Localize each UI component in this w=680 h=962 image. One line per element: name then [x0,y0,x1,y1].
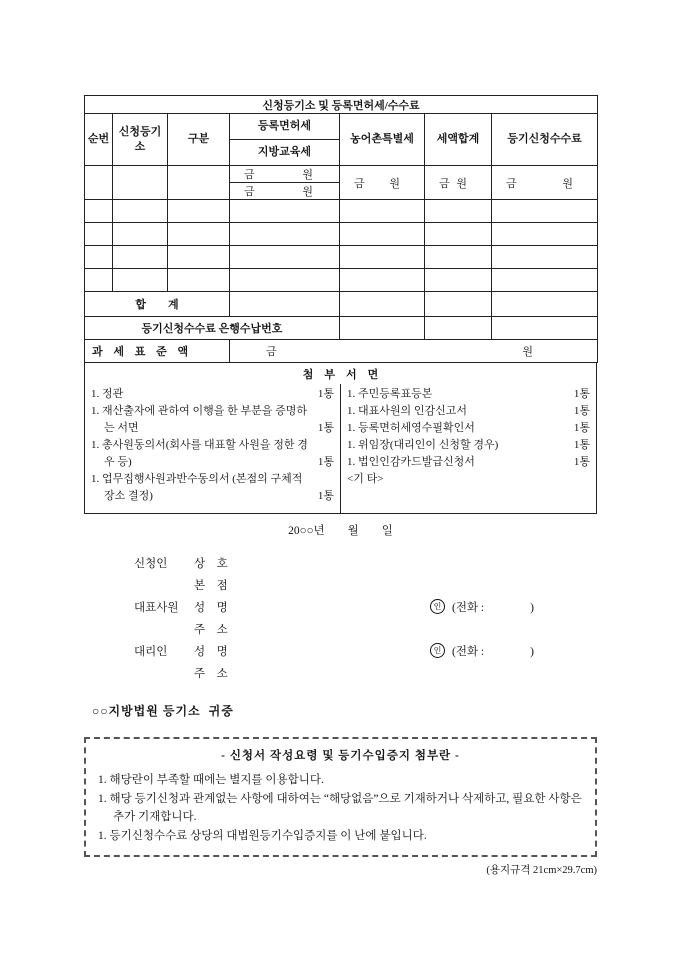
attachment-text: 1. 등록면허세영수필확인서 [347,422,475,435]
attachment-count: 1통 [317,490,334,503]
address-label: 주 소 [194,668,228,681]
attachments-columns [85,384,596,513]
trade-name-label: 상 호 [194,558,228,571]
registry-office-line1: 신청등기 [118,125,162,138]
bank-receipt-label: 등기신청수수료 은행수납번호 [85,317,340,340]
fee-total-row [85,292,598,317]
col-header-license-tax [230,114,340,166]
attachment-count: 1통 [573,388,590,400]
local-edu-tax-header: 지방교육세 [257,145,312,158]
license-tax-header: 등록면허세 [230,115,339,140]
sig-row-trade-name [84,552,597,574]
attachment-item [347,437,590,454]
fee-table [84,95,598,363]
attachment-count: 1통 [317,422,334,435]
registration-form [84,95,597,877]
col-header-application-fee: 등기신청수수료 [492,114,598,166]
attachment-text: 1. 재산출자에 관하여 이행을 한 부분을 증명하는 서면 [91,405,308,435]
total-label: 합 계 [85,292,230,317]
attachment-item [347,386,590,403]
amount-prefix: 금 [506,177,517,190]
amount-prefix: 금 [354,177,365,190]
court-line: ○○지방법원 등기소 귀중 [92,704,234,719]
note-item: 1. 등기신청수수료 상당의 대법원등기수입증지를 이 난에 붙입니다. [98,829,427,842]
attachment-text: 1. 업무집행사원과반수동의서 (본점의 구체적 장소 결정) [91,473,303,503]
col-header-registry-office [113,114,168,166]
fee-table-title: 신청등기소 및 등록면허세/수수료 [85,96,598,114]
attachment-text: 1. 법인인감카드발급신청서 [347,456,475,469]
attachment-text: 1. 위임장(대리인이 신청할 경우) [347,439,499,452]
amount-suffix: 원 [302,185,313,198]
attachments-title: 첨 부 서 면 [302,369,379,381]
attachment-item-etc [347,471,590,488]
sig-row-representative-address [84,618,597,640]
attachment-count: 1통 [573,439,590,452]
tax-total-amount-cell [425,166,492,200]
tax-base-label: 과 세 표 준 액 [85,340,230,363]
note-item: 1. 해당 등기신청과 관계없는 사항에 대하여는 “해당없음”으로 기재하거나 삭제하고, 필요한 사항은 추가 기재합니다. [98,792,582,824]
fee-table-title-row [85,96,598,114]
amount-suffix: 원 [522,346,534,358]
amount-suffix: 원 [456,177,467,190]
seq-cell [85,166,113,200]
fee-empty-row [85,269,598,292]
amount-suffix: 원 [389,177,400,190]
fee-amount-row [85,166,598,200]
registry-office-line2: 소 [134,140,146,153]
attachment-item [347,454,590,471]
col-header-rural-tax: 농어촌특별세 [340,114,425,166]
attachment-item [91,437,334,471]
attachment-item [347,420,590,437]
applicant-label: 신청인 [134,558,168,571]
attachment-count: 1통 [573,405,590,418]
attachment-count: 1통 [573,422,590,435]
bank-receipt-row [85,317,598,340]
amount-prefix: 금 [439,177,450,190]
fee-empty-row [85,246,598,269]
attachment-text: 1. 주민등록표등본 [347,388,433,400]
phone-label: (전화 : ) [452,602,534,615]
attachment-item [91,386,334,403]
rural-tax-amount-cell [340,166,425,200]
head-office-label: 본 점 [194,580,228,593]
attachment-item [347,403,590,420]
attachment-text: <기 타> [347,473,384,486]
phone-label: (전화 : ) [452,646,534,659]
tax-base-row [85,340,598,363]
agent-label: 대리인 [134,646,168,659]
signature-block [84,552,597,684]
attachment-item [91,471,334,505]
attachment-text: 1. 정관 [91,388,124,400]
fee-empty-row [85,223,598,246]
date-line: 20○○년 월 일 [288,525,393,538]
fee-empty-row [85,200,598,223]
amount-suffix: 원 [302,169,313,181]
notes-title: - 신청서 작성요령 및 등기수입증지 첨부란 - [221,750,460,763]
application-fee-amount-cell [492,166,598,200]
attachments-left-column [85,384,341,513]
representative-label: 대표사원 [134,602,179,615]
sig-row-agent-name [84,640,597,662]
category-cell [168,166,230,200]
address-label: 주 소 [194,624,228,637]
attachments-right-column [341,384,596,513]
col-header-category: 구분 [168,114,230,166]
paper-size-note: (용지규격 21cm×29.7cm) [486,864,597,876]
name-label: 성 명 [194,602,228,615]
amount-suffix: 원 [562,177,574,190]
license-tax-amount-cell [230,166,340,200]
amount-prefix: 금 [244,185,255,198]
seal-icon: 인 [430,599,445,614]
tax-base-amount-cell [230,340,598,363]
attachment-count: 1통 [317,456,334,469]
attachment-text: 1. 대표사원의 인감신고서 [347,405,468,418]
attachment-count: 1통 [573,456,590,469]
amount-prefix: 금 [244,169,255,181]
sig-row-head-office [84,574,597,596]
name-label: 성 명 [194,646,228,659]
sig-row-representative-name [84,596,597,618]
attachments-section [84,363,597,514]
attachment-text: 1. 총사원동의서(회사를 대표할 사원을 정한 경우 등) [91,439,308,469]
registry-office-cell [113,166,168,200]
seal-icon: 인 [430,643,445,658]
notes-box [84,737,597,857]
attachment-item [91,403,334,437]
sig-row-agent-address [84,662,597,684]
fee-table-header-row [85,114,598,166]
attachment-count: 1통 [317,388,334,400]
amount-prefix: 금 [266,346,277,358]
note-item: 1. 해당란이 부족할 때에는 별지를 이용합니다. [98,774,324,787]
col-header-seq: 순번 [85,114,113,166]
col-header-tax-total: 세액합계 [425,114,492,166]
